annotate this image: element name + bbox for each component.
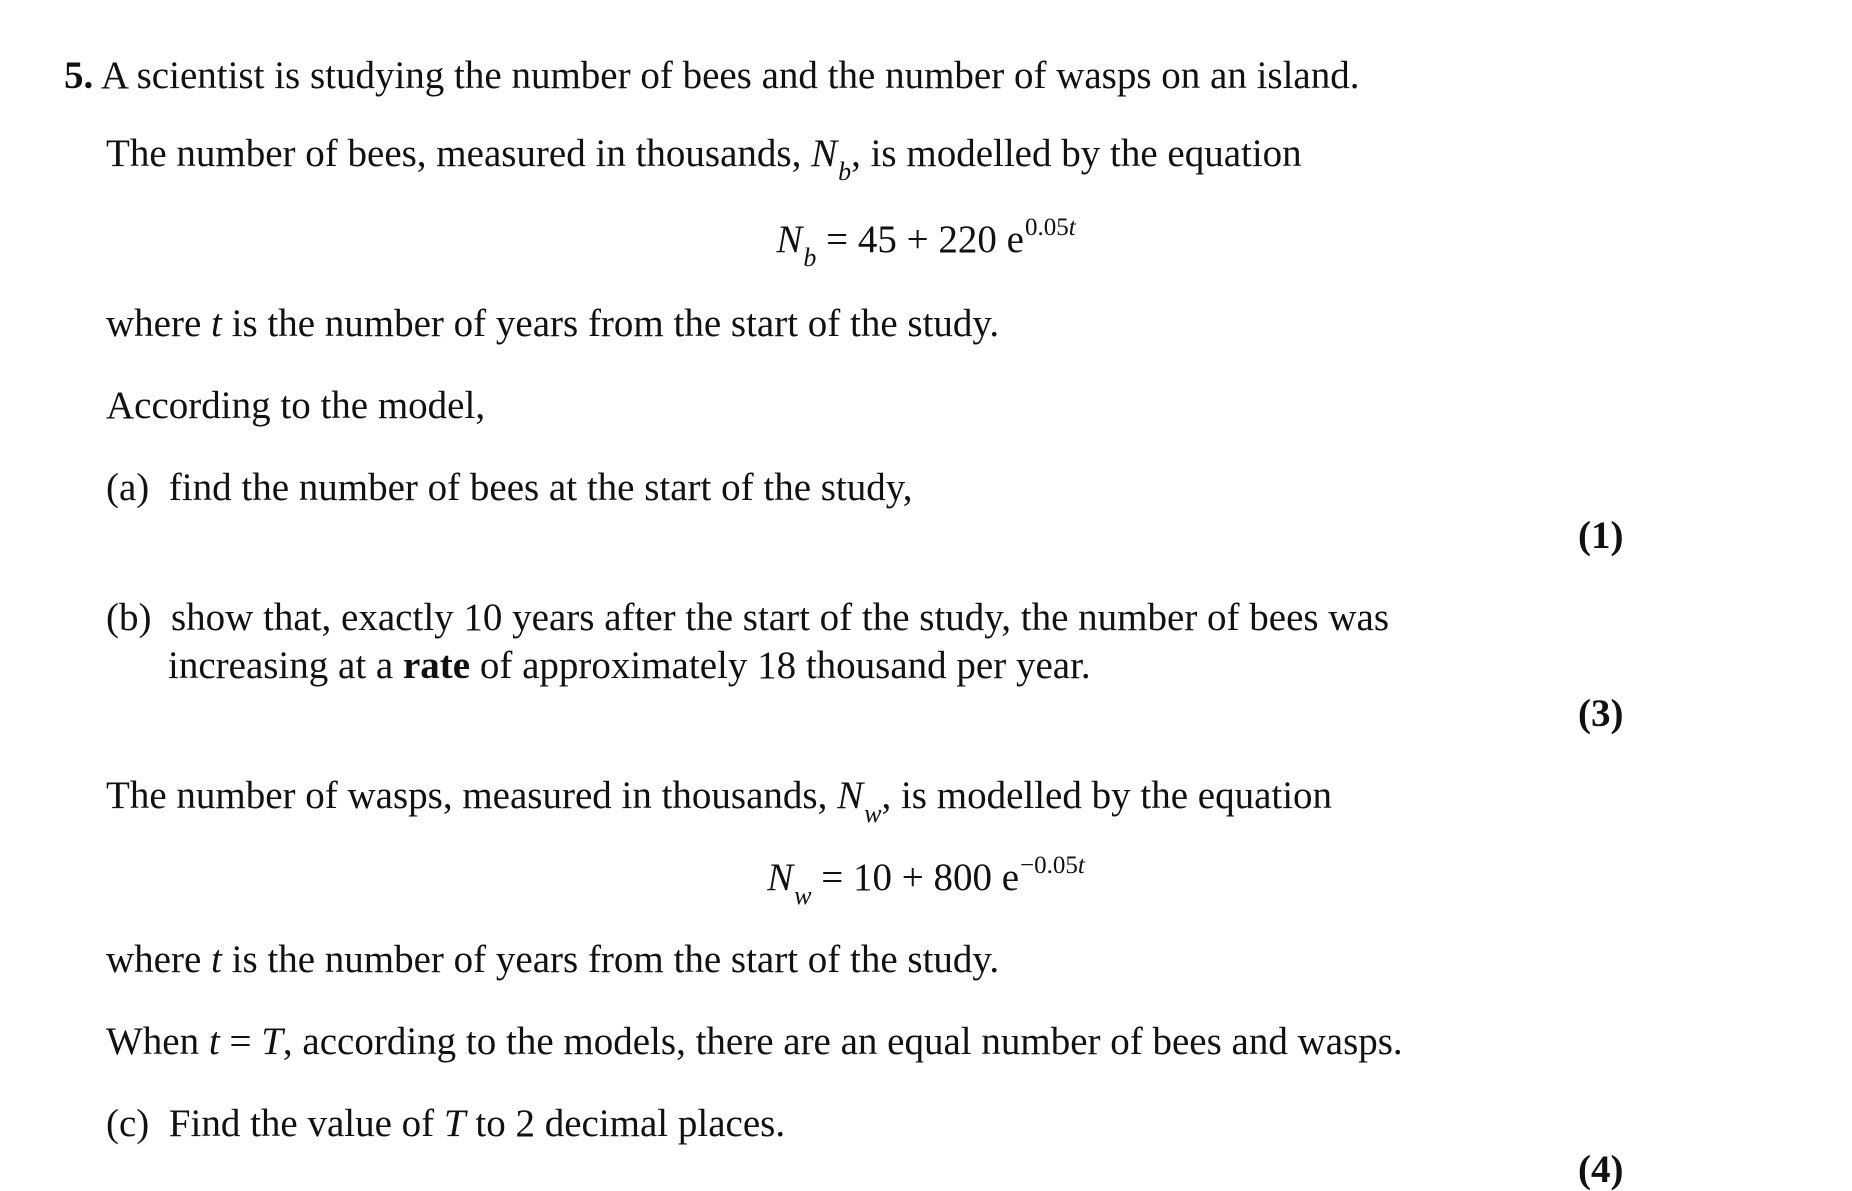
part-b-label: (b) (106, 596, 152, 639)
part-c: (c) Find the value of T to 2 decimal places. (106, 1102, 786, 1145)
wasps-eq-exponent: −0.05t (1020, 852, 1085, 879)
part-a-marks: (1) (1578, 514, 1624, 557)
wasps-equation (0, 852, 1852, 910)
wasps-var-letter: N (837, 774, 864, 817)
according-line: According to the model, (106, 384, 486, 427)
question-number: 5. (64, 54, 94, 97)
part-b-marks: (3) (1578, 692, 1624, 735)
wasps-eq-lhs-sub: w (794, 881, 812, 910)
question-intro-text: A scientist is studying the number of bees and the number of wasps on an island. (100, 54, 1360, 97)
part-c-marks: (4) (1578, 1148, 1624, 1191)
bees-eq-exponent: 0.05t (1024, 214, 1076, 241)
wasps-where-line: where t is the number of years from the start of the study. (106, 938, 1000, 981)
wasps-desc-after: , is modelled by the equation (881, 774, 1333, 817)
bees-var-sub: b (838, 157, 852, 186)
bees-eq-lhs: N (776, 218, 803, 261)
bees-var-letter: N (811, 132, 838, 175)
part-a-label: (a) (106, 466, 150, 509)
wasps-eq-lhs: N (767, 856, 794, 899)
part-b-line2: increasing at a rate of approximately 18 thousand per year. (168, 644, 1091, 687)
part-b-bold-rate: rate (402, 644, 471, 687)
bees-equation (0, 214, 1852, 272)
part-b-line1 (106, 598, 1389, 637)
part-a-text: find the number of bees at the start of the study, (168, 466, 913, 509)
bees-eq-lhs-sub: b (803, 243, 817, 272)
wasps-eq-rhs: = 10 + 800 e (821, 856, 1020, 899)
wasps-var-sub: w (864, 799, 882, 828)
bees-where-line: where t is the number of years from the start of the study. (106, 302, 1000, 345)
wasps-description (106, 774, 1333, 828)
when-line: When t = T, according to the models, there are an equal number of bees and wasps. (106, 1020, 1403, 1063)
bees-eq-rhs: = 45 + 220 e (826, 218, 1024, 261)
bees-desc-before: The number of bees, measured in thousands, (106, 132, 802, 175)
question-intro (64, 56, 1360, 95)
bees-description (106, 132, 1302, 186)
part-c-label: (c) (106, 1102, 150, 1145)
part-b-text-line1: show that, exactly 10 years after the start of the study, the number of bees was (170, 596, 1389, 639)
part-a (106, 468, 912, 507)
wasps-desc-before: The number of wasps, measured in thousands, (106, 774, 828, 817)
bees-desc-after: , is modelled by the equation (851, 132, 1302, 175)
